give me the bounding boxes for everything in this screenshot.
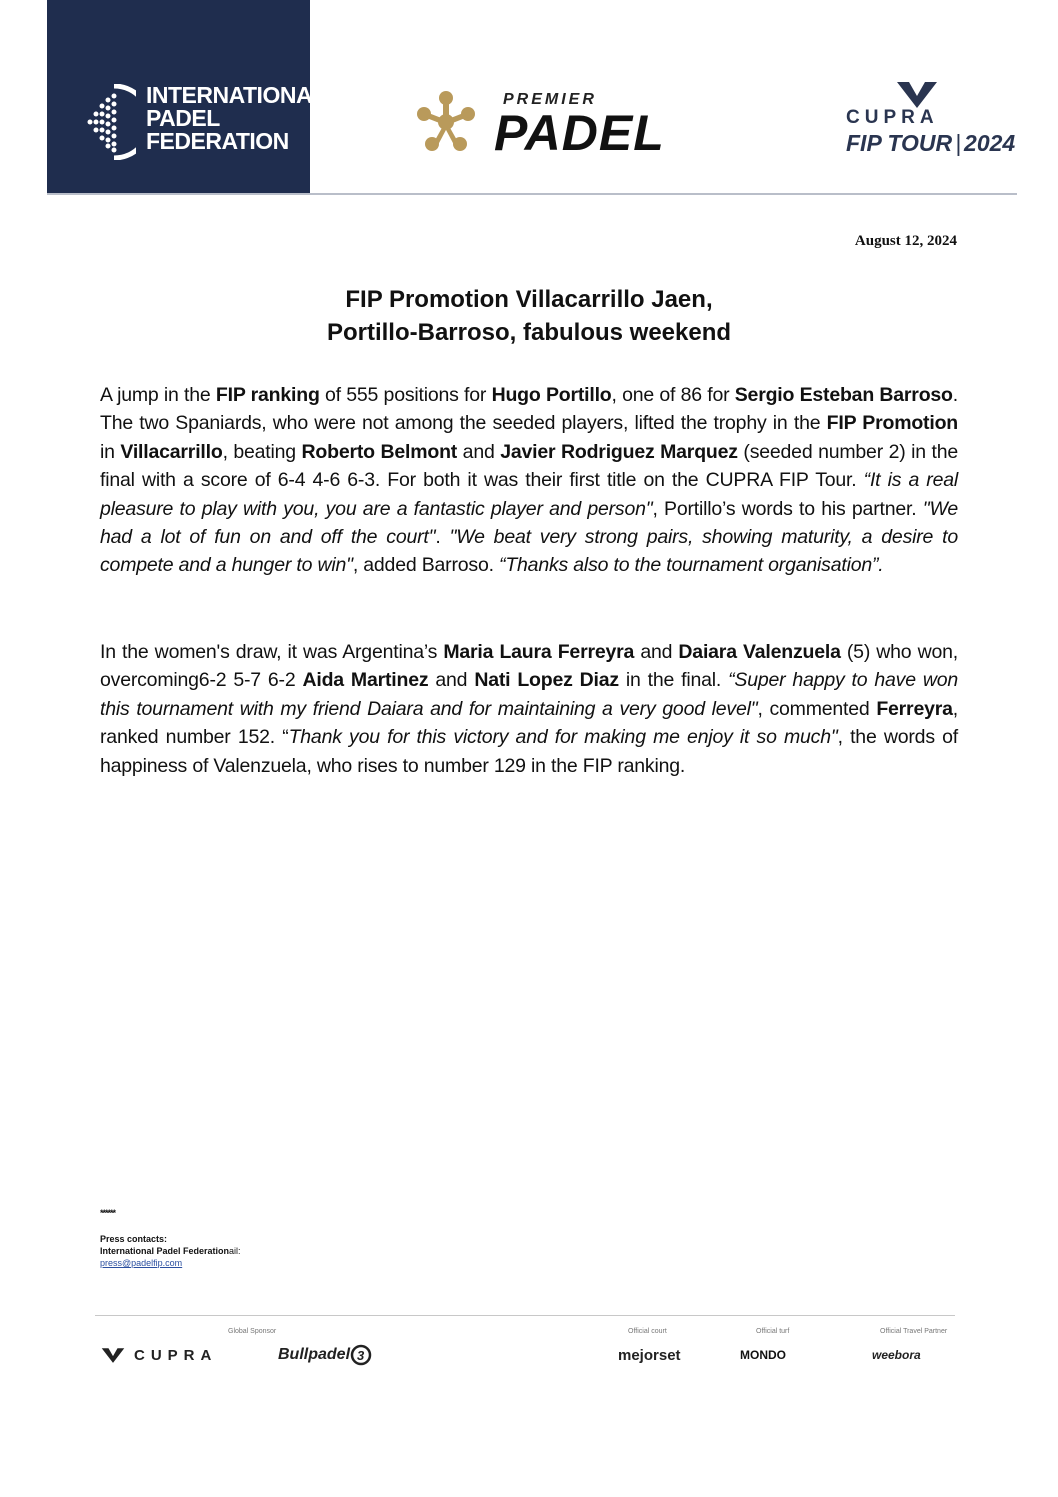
label-global-sponsor: Global Sponsor bbox=[228, 1328, 277, 1335]
quote-run: "We had a lot of fun on and off the court" bbox=[100, 497, 959, 549]
mondo-logo: MONDO bbox=[740, 1348, 786, 1362]
text-run: (5) who won, overcoming6-2 5-7 6-2 bbox=[100, 641, 958, 692]
header-divider bbox=[47, 193, 1017, 195]
fip-tour-label bbox=[846, 130, 1015, 157]
quote-run: “Super happy to have won this tournament with my friend Daiara and for maintaining a very good level" bbox=[100, 669, 959, 720]
mejorset-logo: mejorset bbox=[618, 1346, 681, 1364]
ipf-ball-logo bbox=[76, 84, 136, 160]
bold-run: Sergio Esteban Barroso bbox=[734, 384, 953, 406]
text-run: and bbox=[634, 641, 679, 663]
bold-run: Hugo Portillo bbox=[491, 384, 612, 406]
bold-run: Daiara Valenzuela bbox=[678, 641, 841, 663]
text-run: , added Barroso. bbox=[352, 554, 500, 577]
ipf-line-3: FEDERATION bbox=[146, 128, 289, 154]
tour-text: FIP TOUR bbox=[846, 130, 953, 156]
title-line-1: FIP Promotion Villacarrillo Jaen, bbox=[345, 286, 713, 313]
quote-run: "We beat very strong pairs, showing maturity, a desire to compete and a hunger to win" bbox=[100, 526, 958, 577]
text-run: , the words of happiness of Valenzuela, who rises to number 129 in the FIP ranking. bbox=[100, 726, 958, 777]
bold-run: Maria Laura Ferreyra bbox=[443, 641, 635, 663]
text-run: In the women's draw, it was Argentina’s bbox=[100, 641, 444, 663]
label-official-travel: Official Travel Partner bbox=[880, 1328, 948, 1335]
text-run: , ranked number 152. “ bbox=[100, 697, 958, 749]
page-title bbox=[100, 283, 958, 349]
quote-run: “Thanks also to the tournament organisation”. bbox=[499, 554, 884, 577]
svg-text:3: 3 bbox=[357, 1348, 365, 1363]
release-date: August 12, 2024 bbox=[854, 233, 957, 249]
bold-run: Roberto Belmont bbox=[301, 440, 458, 463]
quote-run: “It is a real pleasure to play with you, you are a fantastic player and person" bbox=[100, 469, 958, 520]
bold-run: Aida Martinez bbox=[302, 669, 429, 692]
separator-stars: ****** bbox=[100, 1208, 116, 1218]
contacts-label: Press contacts: bbox=[100, 1234, 168, 1244]
ipf-line-1: INTERNATIONAL bbox=[146, 82, 326, 108]
cupra-emblem-icon bbox=[100, 1346, 126, 1364]
cupra-sponsor-logo bbox=[100, 1344, 217, 1366]
label-official-court: Official court bbox=[628, 1328, 667, 1335]
text-run: . The two Spaniards, who were not among the seeded players, lifted the trophy in the bbox=[100, 384, 958, 435]
contacts-org: International Padel Federation bbox=[100, 1246, 230, 1256]
text-run: . bbox=[435, 526, 450, 549]
premier-label: PREMIER bbox=[503, 91, 597, 108]
quote-run: Thank you for this victory and for making me enjoy it so much" bbox=[288, 726, 838, 749]
label-official-turf: Official turf bbox=[756, 1328, 790, 1335]
paragraph-women bbox=[100, 638, 958, 780]
text-run: , Portillo’s words to his partner. bbox=[652, 497, 923, 520]
footer-divider bbox=[95, 1315, 955, 1316]
padel-label: PADEL bbox=[494, 105, 665, 161]
tour-year: 2024 bbox=[964, 130, 1016, 156]
title-line-2: Portillo-Barroso, fabulous weekend bbox=[326, 319, 732, 346]
contact-email-link[interactable]: press@padelfip.com bbox=[100, 1258, 183, 1268]
cupra-emblem-icon bbox=[895, 78, 939, 110]
bold-run: Ferreyra bbox=[876, 697, 953, 720]
tour-separator: | bbox=[955, 130, 962, 156]
text-run: (seeded number 2) in the final with a score of 6-4 4-6 6-3. For both it was their first title on the CUPRA FIP Tour. bbox=[100, 440, 958, 492]
text-run: , beating bbox=[222, 440, 302, 463]
cupra-wordmark: CUPRA bbox=[846, 107, 939, 128]
bold-run: FIP Promotion bbox=[826, 412, 958, 435]
text-run: and bbox=[428, 669, 475, 692]
bullpadel-word: Bullpadel bbox=[278, 1346, 351, 1363]
bold-run: Javier Rodriguez Marquez bbox=[500, 440, 738, 463]
text-run: in bbox=[100, 440, 121, 463]
bold-run: Villacarrillo bbox=[120, 440, 223, 463]
ipf-line-2: PADEL bbox=[146, 105, 220, 131]
paragraph-men bbox=[100, 381, 958, 580]
premier-padel-star-logo bbox=[416, 84, 476, 160]
cupra-sponsor-word: CUPRA bbox=[134, 1346, 218, 1364]
text-run: , one of 86 for bbox=[611, 384, 735, 406]
press-contacts bbox=[100, 1207, 241, 1269]
bullpadel-emblem-icon bbox=[350, 1344, 372, 1366]
text-run: in the final. bbox=[618, 669, 729, 692]
text-run: A jump in the bbox=[100, 384, 216, 406]
bullpadel-logo bbox=[278, 1344, 372, 1366]
text-run: , commented bbox=[757, 697, 877, 720]
contacts-org-suffix: ail: bbox=[229, 1246, 241, 1256]
text-run: of 555 positions for bbox=[319, 384, 492, 406]
contacts-org-line bbox=[100, 1245, 241, 1257]
ipf-wordmark bbox=[146, 84, 326, 153]
bold-run: FIP ranking bbox=[215, 384, 320, 406]
weebora-logo: weebora bbox=[872, 1348, 921, 1362]
text-run: and bbox=[457, 440, 501, 463]
bold-run: Nati Lopez Diaz bbox=[474, 669, 619, 692]
